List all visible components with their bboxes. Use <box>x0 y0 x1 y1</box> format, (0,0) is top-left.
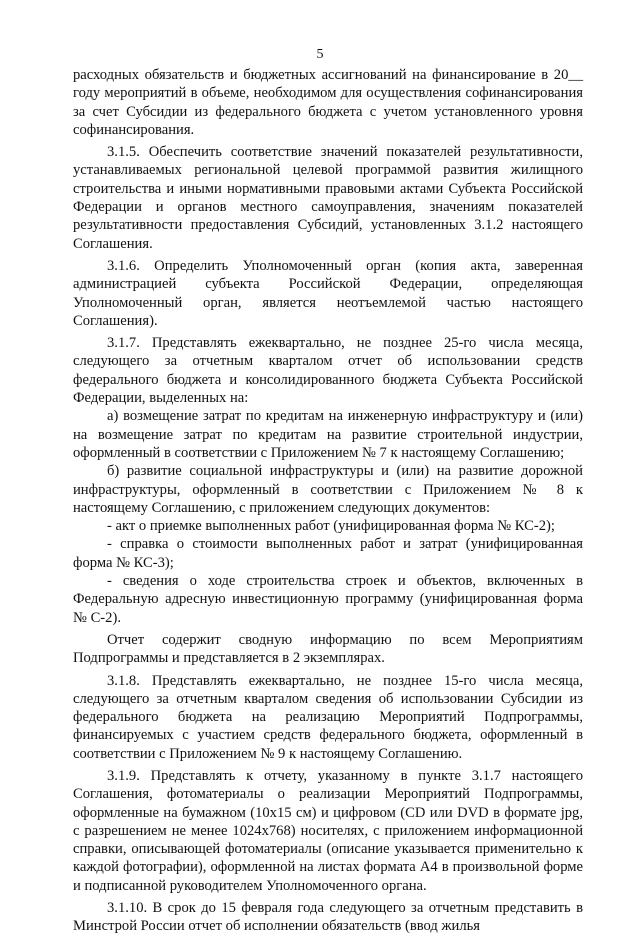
paragraph-3-1-7-b: б) развитие социальной инфраструктуры и (или) на развитие дорожной инфраструктуры, оформленный в соответствии с Приложением № 8 к настоящему Соглашению, с приложением следующих документов: <box>73 463 583 516</box>
paragraph-report: Отчет содержит сводную информацию по всем Мероприятиям Подпрограммы и представляется в 2 экземплярах. <box>73 631 583 667</box>
paragraph-3-1-9: 3.1.9. Представлять к отчету, указанному в пункте 3.1.7 настоящего Соглашения, фотоматериалы о реализации Мероприятий Подпрограммы, оформленные на бумажном (10x15 см) и цифровом (CD или DVD в формате jpg, с разрешением не менее 1024x768) носителях, с приложением информационной справки, описывающей фотоматериалы (описание указывается применительно к каждой фотографии), оформленной на листах формата А4 в произвольной форме и подписанной руководителем Уполномоченного органа. <box>73 767 583 894</box>
paragraph-3-1-7: 3.1.7. Представлять ежеквартально, не позднее 25-го числа месяца, следующего за отчетным кварталом отчет об использовании средств федерального бюджета и консолидированного бюджета Субъекта Российской Федерации, выделенных на: <box>73 335 583 407</box>
page-number: 5 <box>316 47 324 62</box>
paragraph-3-1-5: 3.1.5. Обеспечить соответствие значений показателей результативности, устанавливаемых региональной целевой программой развития жилищного строительства и иными нормативными правовыми актами Субъекта Российской Федерации и органов местного самоуправления, значениям показателей результативности предоставления Субсидий, установленных 3.1.2 настоящего Соглашения. <box>73 144 583 252</box>
paragraph-continuation: расходных обязательств и бюджетных ассигнований на финансирование в 20__ году мероприятий в объеме, необходимом для осуществления софинансирования за счет Субсидии из федерального бюджета с учетом установленного уровня софинансирования. <box>73 67 583 138</box>
document-body <box>73 66 583 936</box>
list-item-c2: - сведения о ходе строительства строек и объектов, включенных в Федеральную адресную инвестиционную программу (унифицированная форма № С-2). <box>73 573 583 626</box>
paragraph-3-1-8: 3.1.8. Представлять ежеквартально, не позднее 15-го числа месяца, следующего за отчетным кварталом сведения об использовании Субсидии из федерального бюджета на реализацию Мероприятий Подпрограммы, финансируемых с участием средств федерального бюджета, оформленный в соответствии с Приложением № 9 к настоящему Соглашению. <box>73 672 583 762</box>
paragraph-3-1-6: 3.1.6. Определить Уполномоченный орган (копия акта, заверенная администрацией субъекта Российской Федерации, определяющая Уполномоченный орган, является неотъемлемой частью настоящего Соглашения). <box>73 257 583 329</box>
paragraph-3-1-7-a: а) возмещение затрат по кредитам на инженерную инфраструктуру и (или) на возмещение затрат по кредитам на развитие строительной индустрии, оформленный в соответствии с Приложением № 7 к настоящему Соглашению; <box>73 408 583 461</box>
paragraph-3-1-10: 3.1.10. В срок до 15 февраля года следующего за отчетным представить в Минстрой России отчет об исполнении обязательств (ввод жилья <box>73 900 583 935</box>
list-item-ks2: - акт о приемке выполненных работ (унифицированная форма № КС-2); <box>107 518 555 535</box>
list-item-ks3: - справка о стоимости выполненных работ и затрат (унифицированная форма № КС-3); <box>73 536 583 571</box>
